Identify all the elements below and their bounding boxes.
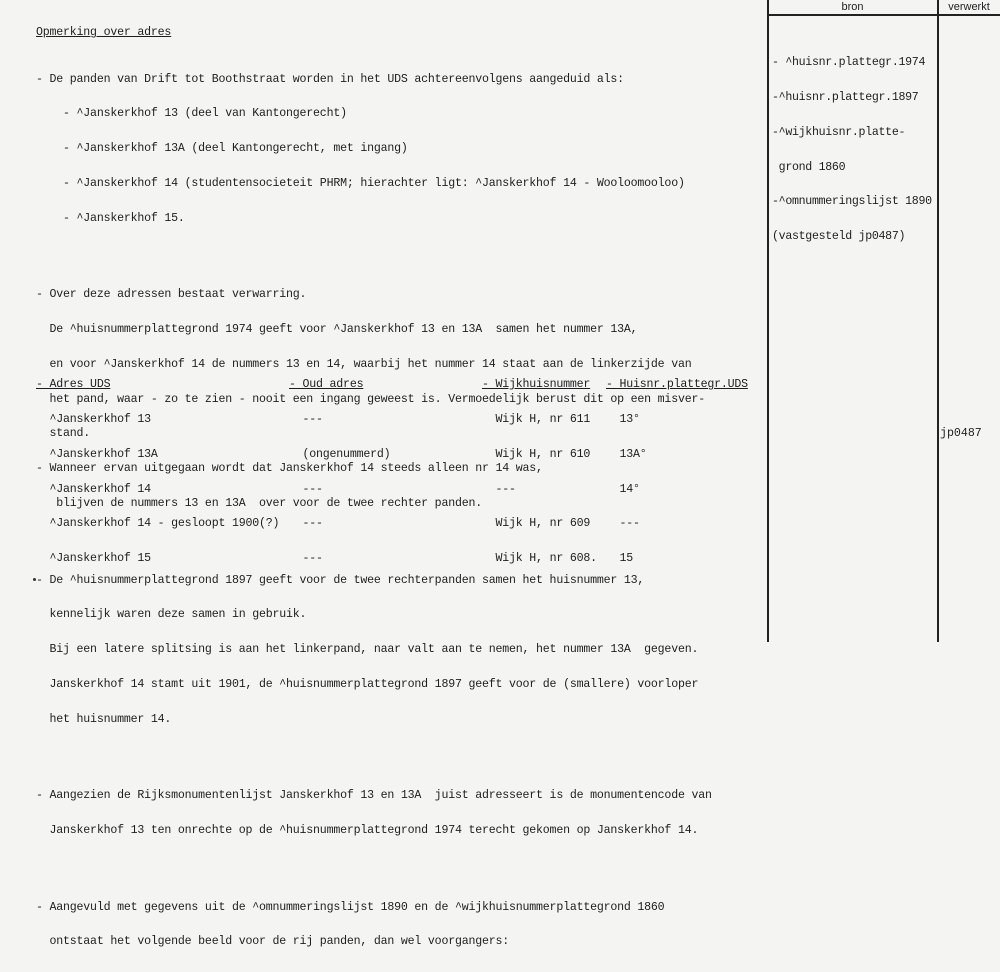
para-line: het huisnummer 14.: [36, 712, 172, 726]
para-line: - Aangezien de Rijksmonumentenlijst Janskerkhof 13 en 13A juist adresseert is de monumentencode van: [36, 789, 712, 803]
para-line: stand.: [36, 427, 91, 441]
table-cell: 13A°: [606, 447, 647, 461]
para-line: - ^Janskerkhof 15.: [36, 211, 185, 225]
bron-item: -^huisnr.plattegr.1897: [772, 90, 919, 104]
table-cell: ^Janskerkhof 13: [36, 412, 151, 426]
para-line: - ^Janskerkhof 13A (deel Kantongerecht, met ingang): [36, 142, 408, 156]
table-col-adres: [36, 356, 279, 588]
remark-title: Opmerking over adres: [36, 26, 172, 40]
table-header-wijk: - Wijkhuisnummer: [482, 378, 591, 392]
para-line: Janskerkhof 13 ten onrechte op de ^huisnummerplattegrond 1974 terecht gekomen op Janskerkhof 14.: [36, 823, 699, 837]
para-line: Janskerkhof 14 stamt uit 1901, de ^huisnummerplattegrond 1897 geeft voor de (smallere) voorloper: [36, 677, 699, 691]
table-header-adres: - Adres UDS: [36, 378, 111, 392]
bron-list: [772, 34, 938, 266]
bron-item: -^wijkhuisnr.platte-: [772, 125, 906, 139]
table-header-oud: - Oud adres: [289, 378, 364, 392]
para-line: blijven de nummers 13 en 13A over voor de twee rechter panden.: [36, 496, 482, 510]
table-cell: 13°: [606, 412, 640, 426]
para-line: - Over deze adressen bestaat verwarring.: [36, 288, 307, 302]
table-col-wijk: [482, 356, 597, 588]
bron-item: - ^huisnr.plattegr.1974: [772, 56, 926, 70]
table-header-plattegr: - Huisnr.plattegr.UDS: [606, 378, 748, 392]
table-cell: ^Janskerkhof 15: [36, 552, 151, 566]
verwerkt-code: jp0487: [940, 427, 982, 440]
header-rule: [767, 14, 1000, 16]
table-cell: Wijk H, nr 610: [482, 447, 591, 461]
table-cell: Wijk H, nr 608.: [482, 552, 597, 566]
table-cell: ^Janskerkhof 14 - gesloopt 1900(?): [36, 517, 280, 531]
table-cell: 15: [606, 552, 634, 566]
stray-mark: [33, 578, 36, 581]
column-header-bron: bron: [841, 1, 864, 13]
para-line: Bij een latere splitsing is aan het linkerpand, naar valt aan te nemen, het nummer 13A gegeven.: [36, 643, 699, 657]
table-cell: Wijk H, nr 609: [482, 517, 591, 531]
para-line: - De panden van Drift tot Boothstraat worden in het UDS achtereenvolgens aangeduid als:: [36, 72, 624, 86]
para-line: kennelijk waren deze samen in gebruik.: [36, 608, 307, 622]
column-header-verwerkt: verwerkt: [948, 1, 990, 13]
table-cell: ---: [289, 517, 323, 531]
column-divider-bron: [767, 0, 769, 642]
table-cell: 14°: [606, 482, 640, 496]
table-col-plattegr: [606, 356, 748, 588]
para-line: het pand, waar - zo te zien - nooit een ingang geweest is. Vermoedelijk berust dit op een misver-: [36, 392, 705, 406]
table-col-oud: [289, 356, 390, 588]
para-line: - ^Janskerkhof 13 (deel van Kantongerecht): [36, 107, 347, 121]
bron-item: (vastgesteld jp0487): [772, 230, 906, 244]
bron-item: -^omnummeringslijst 1890: [772, 195, 932, 209]
bron-item: grond 1860: [772, 160, 846, 174]
para-line: en voor ^Janskerkhof 14 de nummers 13 en 14, waarbij het nummer 14 staat aan de linkerzijde van: [36, 357, 692, 371]
table-cell: ---: [289, 482, 323, 496]
table-cell: ---: [289, 412, 323, 426]
table-cell: ---: [606, 517, 640, 531]
table-cell: ---: [482, 482, 516, 496]
table-cell: Wijk H, nr 611: [482, 412, 591, 426]
para-line: ontstaat het volgende beeld voor de rij panden, dan wel voorgangers:: [36, 935, 510, 949]
para-line: - Wanneer ervan uitgegaan wordt dat Janskerkhof 14 steeds alleen nr 14 was,: [36, 462, 543, 476]
table-cell: ^Janskerkhof 14: [36, 482, 151, 496]
para-line: De ^huisnummerplattegrond 1974 geeft voor ^Janskerkhof 13 en 13A samen het nummer 13A,: [36, 323, 638, 337]
para-line: - De ^huisnummerplattegrond 1897 geeft voor de twee rechterpanden samen het huisnummer 13,: [36, 573, 645, 587]
table-cell: (ongenummerd): [289, 447, 391, 461]
para-line: - ^Janskerkhof 14 (studentensocieteit PHRM; hierachter ligt: ^Janskerkhof 14 - Wooloomooloo): [36, 176, 685, 190]
table-cell: ---: [289, 552, 323, 566]
table-cell: ^Janskerkhof 13A: [36, 447, 158, 461]
para-line: - Aangevuld met gegevens uit de ^omnummeringslijst 1890 en de ^wijkhuisnummerplattegrond 1860: [36, 900, 665, 914]
